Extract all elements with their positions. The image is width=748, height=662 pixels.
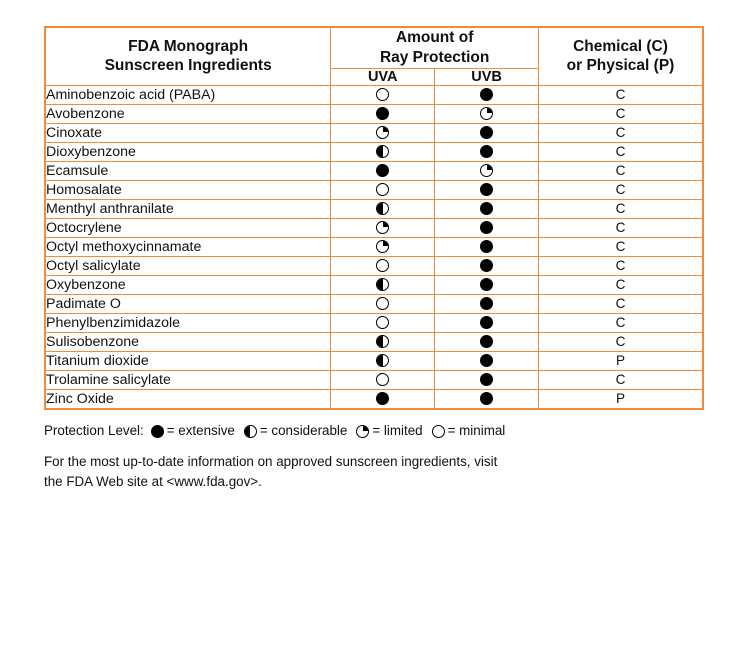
uva-protection-cell xyxy=(331,85,435,104)
uva-protection-cell xyxy=(331,123,435,142)
uva-protection-cell xyxy=(331,351,435,370)
ingredient-name: Phenylbenzimidazole xyxy=(45,313,331,332)
protection-limited-icon xyxy=(376,126,389,139)
column-header-ingredients xyxy=(45,27,331,85)
legend xyxy=(44,421,704,440)
ingredient-type: C xyxy=(538,104,703,123)
uvb-protection-cell xyxy=(435,85,539,104)
ingredient-type: C xyxy=(538,237,703,256)
column-header-amount-of-ray-protection xyxy=(331,27,539,68)
protection-limited-icon xyxy=(376,240,389,253)
column-header-amount-line1: Amount of xyxy=(395,29,474,46)
protection-extensive-icon xyxy=(480,373,493,386)
ingredient-name: Padimate O xyxy=(45,294,331,313)
table-row xyxy=(45,256,703,275)
protection-extensive-icon xyxy=(376,392,389,405)
protection-minimal-icon xyxy=(376,259,389,272)
protection-minimal-icon xyxy=(376,297,389,310)
protection-considerable-icon xyxy=(244,425,257,438)
ingredient-name: Homosalate xyxy=(45,180,331,199)
column-header-uvb: UVB xyxy=(435,68,539,85)
uvb-protection-cell xyxy=(435,313,539,332)
footnote-line2: the FDA Web site at <www.fda.gov>. xyxy=(44,473,262,489)
legend-item xyxy=(349,423,422,438)
column-header-type-line1: Chemical (C) xyxy=(573,37,668,55)
ingredient-name: Avobenzone xyxy=(45,104,331,123)
protection-limited-icon xyxy=(356,425,369,438)
uva-protection-cell xyxy=(331,199,435,218)
uva-protection-cell xyxy=(331,142,435,161)
legend-item-label: = extensive xyxy=(166,422,235,438)
uva-protection-cell xyxy=(331,218,435,237)
protection-extensive-icon xyxy=(480,259,493,272)
table-body xyxy=(45,85,703,409)
footnote xyxy=(44,452,692,491)
protection-extensive-icon xyxy=(480,202,493,215)
table-row xyxy=(45,180,703,199)
legend-item xyxy=(144,423,235,438)
column-header-ingredients-line2: Sunscreen Ingredients xyxy=(104,57,272,75)
protection-considerable-icon xyxy=(376,145,389,158)
protection-minimal-icon xyxy=(376,373,389,386)
protection-considerable-icon xyxy=(376,335,389,348)
protection-extensive-icon xyxy=(480,145,493,158)
uva-protection-cell xyxy=(331,237,435,256)
uvb-protection-cell xyxy=(435,256,539,275)
uvb-protection-cell xyxy=(435,237,539,256)
column-header-type-line2: or Physical (P) xyxy=(566,57,675,75)
table-row xyxy=(45,237,703,256)
ingredient-name: Titanium dioxide xyxy=(45,351,331,370)
table-row xyxy=(45,142,703,161)
legend-item-label: = considerable xyxy=(259,422,348,438)
uvb-protection-cell xyxy=(435,332,539,351)
protection-extensive-icon xyxy=(480,183,493,196)
ingredient-type: C xyxy=(538,256,703,275)
column-header-chemical-or-physical xyxy=(538,27,703,85)
ingredient-name: Cinoxate xyxy=(45,123,331,142)
uva-protection-cell xyxy=(331,275,435,294)
ingredient-name: Aminobenzoic acid (PABA) xyxy=(45,85,331,104)
ingredient-type: C xyxy=(538,85,703,104)
uva-protection-cell xyxy=(331,161,435,180)
legend-item-label: = minimal xyxy=(447,422,506,438)
table-row xyxy=(45,389,703,409)
ingredient-name: Dioxybenzone xyxy=(45,142,331,161)
table-row xyxy=(45,313,703,332)
ingredient-type: P xyxy=(538,389,703,409)
uvb-protection-cell xyxy=(435,294,539,313)
protection-extensive-icon xyxy=(480,392,493,405)
uvb-protection-cell xyxy=(435,161,539,180)
ingredient-type: C xyxy=(538,161,703,180)
column-header-uva: UVA xyxy=(331,68,435,85)
uva-protection-cell xyxy=(331,256,435,275)
ingredient-type: C xyxy=(538,275,703,294)
ingredient-type: C xyxy=(538,313,703,332)
ingredient-name: Octyl salicylate xyxy=(45,256,331,275)
protection-limited-icon xyxy=(480,107,493,120)
protection-extensive-icon xyxy=(376,164,389,177)
protection-considerable-icon xyxy=(376,354,389,367)
ingredient-name: Sulisobenzone xyxy=(45,332,331,351)
protection-considerable-icon xyxy=(376,202,389,215)
uvb-protection-cell xyxy=(435,123,539,142)
ingredient-name: Octyl methoxycinnamate xyxy=(45,237,331,256)
ingredient-type: C xyxy=(538,370,703,389)
uva-protection-cell xyxy=(331,332,435,351)
protection-limited-icon xyxy=(376,221,389,234)
ingredient-type: C xyxy=(538,332,703,351)
legend-item-label: = limited xyxy=(372,422,423,438)
protection-minimal-icon xyxy=(376,183,389,196)
ingredient-name: Octocrylene xyxy=(45,218,331,237)
uvb-protection-cell xyxy=(435,370,539,389)
table-row xyxy=(45,161,703,180)
table-row xyxy=(45,199,703,218)
protection-minimal-icon xyxy=(432,425,445,438)
protection-minimal-icon xyxy=(376,316,389,329)
uva-protection-cell xyxy=(331,370,435,389)
ingredient-name: Zinc Oxide xyxy=(45,389,331,409)
footnote-line1: For the most up-to-date information on approved sunscreen ingredients, visit xyxy=(44,454,498,470)
uva-protection-cell xyxy=(331,313,435,332)
protection-extensive-icon xyxy=(480,316,493,329)
table-row xyxy=(45,275,703,294)
uva-protection-cell xyxy=(331,294,435,313)
table-header xyxy=(45,27,703,85)
protection-extensive-icon xyxy=(480,221,493,234)
sunscreen-ingredients-table xyxy=(44,26,704,410)
uvb-protection-cell xyxy=(435,180,539,199)
protection-considerable-icon xyxy=(376,278,389,291)
uvb-protection-cell xyxy=(435,351,539,370)
ingredient-name: Trolamine salicylate xyxy=(45,370,331,389)
ingredient-type: C xyxy=(538,123,703,142)
ingredient-type: C xyxy=(538,142,703,161)
legend-item xyxy=(425,423,506,438)
protection-extensive-icon xyxy=(480,335,493,348)
uva-protection-cell xyxy=(331,180,435,199)
uvb-protection-cell xyxy=(435,142,539,161)
uvb-protection-cell xyxy=(435,199,539,218)
uva-protection-cell xyxy=(331,389,435,409)
column-header-ingredients-line1: FDA Monograph xyxy=(128,37,249,55)
table-row xyxy=(45,104,703,123)
ingredient-type: C xyxy=(538,199,703,218)
protection-extensive-icon xyxy=(480,88,493,101)
ingredient-name: Menthyl anthranilate xyxy=(45,199,331,218)
uvb-protection-cell xyxy=(435,389,539,409)
protection-extensive-icon xyxy=(151,425,164,438)
ingredient-type: C xyxy=(538,218,703,237)
protection-extensive-icon xyxy=(480,354,493,367)
uvb-protection-cell xyxy=(435,275,539,294)
uvb-protection-cell xyxy=(435,218,539,237)
table-row xyxy=(45,123,703,142)
protection-limited-icon xyxy=(480,164,493,177)
table-row xyxy=(45,218,703,237)
ingredient-type: C xyxy=(538,180,703,199)
protection-extensive-icon xyxy=(480,278,493,291)
protection-extensive-icon xyxy=(480,126,493,139)
uvb-protection-cell xyxy=(435,104,539,123)
table-row xyxy=(45,351,703,370)
uva-protection-cell xyxy=(331,104,435,123)
ingredient-type: C xyxy=(538,294,703,313)
table-row xyxy=(45,332,703,351)
ingredient-name: Ecamsule xyxy=(45,161,331,180)
table-row xyxy=(45,85,703,104)
protection-extensive-icon xyxy=(480,297,493,310)
ingredient-type: P xyxy=(538,351,703,370)
legend-item xyxy=(237,423,347,438)
protection-minimal-icon xyxy=(376,88,389,101)
protection-extensive-icon xyxy=(480,240,493,253)
protection-extensive-icon xyxy=(376,107,389,120)
table-row xyxy=(45,370,703,389)
column-header-amount-line2: Ray Protection xyxy=(379,48,490,66)
ingredient-name: Oxybenzone xyxy=(45,275,331,294)
table-header-row-main xyxy=(45,27,703,68)
table-row xyxy=(45,294,703,313)
legend-label: Protection Level: xyxy=(44,422,144,438)
